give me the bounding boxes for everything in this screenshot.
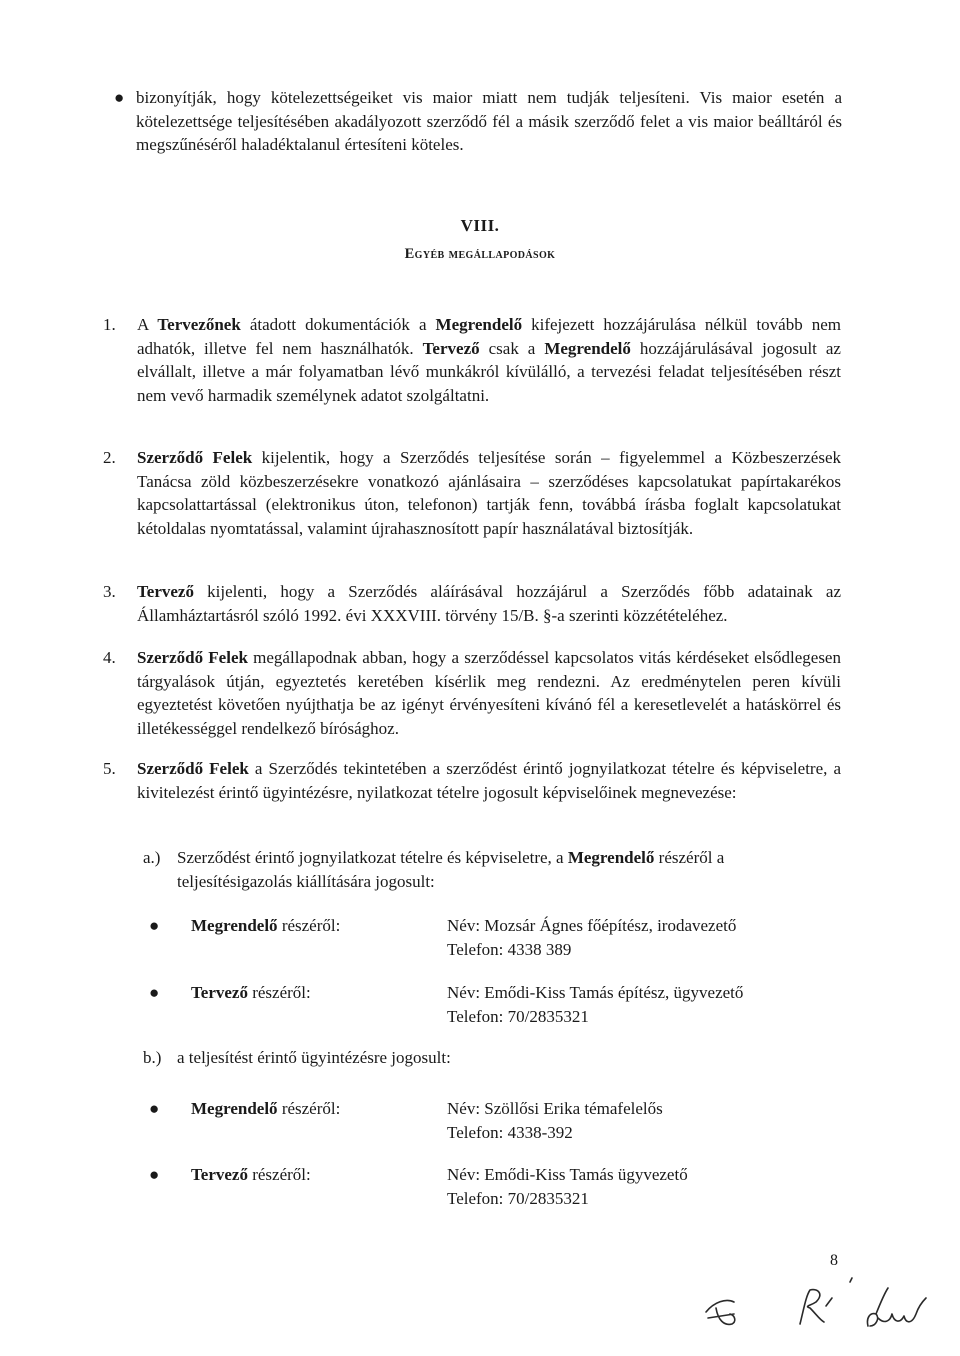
bold-term: Szerződő Felek (137, 448, 253, 467)
subclause-number: b.) (143, 1048, 162, 1067)
subclause-text (177, 848, 724, 891)
text-run: csak a (479, 338, 545, 358)
text-run: megállapodnak abban, hogy a szerződéssel kapcsolatos vitás kérdéseket elsődlegesen tárgyalások útján, egyeztetés keretében kísérlik meg rendezni. Az eredménytelen peren kívüli egyeztetést követően nyújthatja be az igényt érvényesíteni kívánó fél a keresetlevelét a hatáskörrel és illetékességgel rendelkező bírósághoz. (137, 648, 841, 738)
contact-phone: Telefon: 70/2835321 (447, 1006, 589, 1026)
clause-number: 4. (103, 648, 116, 667)
contact-details (447, 914, 736, 961)
clause-text (137, 759, 841, 802)
bold-term: Megrendelő (435, 315, 523, 334)
bold-term: Szerződő Felek (137, 648, 248, 667)
contact-party: Megrendelő részéről: (191, 916, 341, 935)
signature-stroke-3 (850, 1278, 852, 1282)
bold-term: Megrendelő (544, 338, 631, 358)
clause-text (137, 648, 841, 738)
contact-name: Név: Emődi-Kiss Tamás ügyvezető (447, 1165, 688, 1184)
text-run: kijelenti, hogy a Szerződés aláírásával hozzájárul a Szerződés főbb adatainak az Államháztartásról szóló 1992. évi XXXVIII. törvény 15/B. §-a szerinti közzétételéhez. (137, 582, 841, 625)
signature-stroke-4 (867, 1288, 926, 1326)
contact-party: Tervező részéről: (191, 1165, 311, 1184)
text-run: Szerződést érintő jognyilatkozat tételre és képviseletre, a (177, 848, 568, 867)
text-run: a Szerződés tekintetében a szerződést érintő jognyilatkozat tételre és képviseletre, a kivitelezést érintő ügyintézésre, nyilatkozat tételre jogosult képviselőinek megnevezése: (137, 759, 841, 802)
contact-phone: Telefon: 4338 389 (447, 939, 572, 959)
contact-name: Név: Emődi-Kiss Tamás építész, ügyvezető (447, 983, 744, 1002)
contact-party: Tervező részéről: (191, 983, 311, 1002)
subclause-text: a teljesítést érintő ügyintézésre jogosult: (177, 1048, 451, 1067)
clause-text (137, 448, 841, 538)
bold-term: Megrendelő (567, 848, 655, 867)
signature-stroke-2 (800, 1290, 832, 1324)
bullet-dot: ● (114, 88, 125, 107)
intro-bullet (114, 86, 842, 157)
bullet-dot: ● (149, 916, 160, 935)
clause-number: 3. (103, 582, 116, 601)
bold-term: Szerződő Felek (137, 759, 249, 778)
text-run: részéről a teljesítésigazolás kiállítására jogosult: (177, 848, 725, 891)
contact-details (447, 1163, 688, 1210)
contact-name: Név: Mozsár Ágnes főépítész, irodavezető (447, 916, 737, 935)
clause-text (137, 582, 841, 625)
contact-details (447, 981, 743, 1028)
clause-number: 5. (103, 759, 116, 778)
clause-4 (103, 646, 841, 740)
signature-initials-image (700, 1268, 940, 1348)
clause-5 (103, 757, 841, 804)
clause-number: 2. (103, 448, 116, 467)
page-number: 8 (830, 1252, 838, 1269)
bold-term: Tervezőnek (157, 315, 241, 334)
clause-2 (103, 446, 841, 540)
bullet-dot: ● (149, 1099, 160, 1118)
contact-party: Megrendelő részéről: (191, 1099, 341, 1118)
section-title: Egyéb megállapodások (404, 246, 556, 262)
contact-name: Név: Szöllősi Erika témafelelős (447, 1099, 663, 1118)
clause-1 (103, 313, 841, 407)
signature-stroke-1 (706, 1300, 735, 1324)
text-run: kijelentik, hogy a Szerződés teljesítése során – figyelemmel a Közbeszerzések Tanácsa zöld közbeszerzésekre vonatkozó ajánlásaira – szerződéses kapcsolatukat papírtakarékos kapcsolattartással (elektronikus úton, telefonon) tartják fenn, továbbá írásba foglalt kapcsolatukat kétoldalas nyomtatással, valamint újrahasznosított papír használatával biztosítják. (137, 448, 841, 538)
text-run: átadott dokumentációk a (240, 315, 436, 334)
subclause-b (143, 1046, 841, 1070)
bold-term: Tervező (422, 338, 480, 358)
contact-phone: Telefon: 70/2835321 (447, 1188, 589, 1208)
bold-term: Tervező (137, 582, 194, 601)
subclause-a (143, 846, 841, 893)
bullet-dot: ● (149, 1165, 160, 1184)
text-run: hozzájárulásával jogosult az elvállalt, illetve a már folyamatban lévő munkákról kívülálló, a tervezési feladat teljesítésében részt nem vevő harmadik személynek adatot szolgáltatni. (137, 338, 841, 405)
subclause-number: a.) (143, 848, 161, 867)
text-run: A (137, 315, 158, 334)
text-run: kifejezett hozzájárulása nélkül tovább nem adhatók, illetve fel nem használhatók. (137, 315, 841, 358)
contact-phone: Telefon: 4338-392 (447, 1122, 573, 1142)
section-number: VIII. (460, 216, 500, 235)
clause-number: 1. (103, 315, 116, 334)
bullet-dot: ● (149, 983, 160, 1002)
contact-details (447, 1097, 663, 1144)
clause-text (137, 315, 841, 405)
clause-3 (103, 580, 841, 627)
intro-text: bizonyítják, hogy kötelezettségeiket vis maior miatt nem tudják teljesíteni. Vis maior esetén a kötelezettsége teljesítésében akadályozott szerződő fél a másik szerződő felet a vis maior beálltáról és megszűnéséről haladéktalanul értesíteni köteles. (136, 88, 842, 154)
